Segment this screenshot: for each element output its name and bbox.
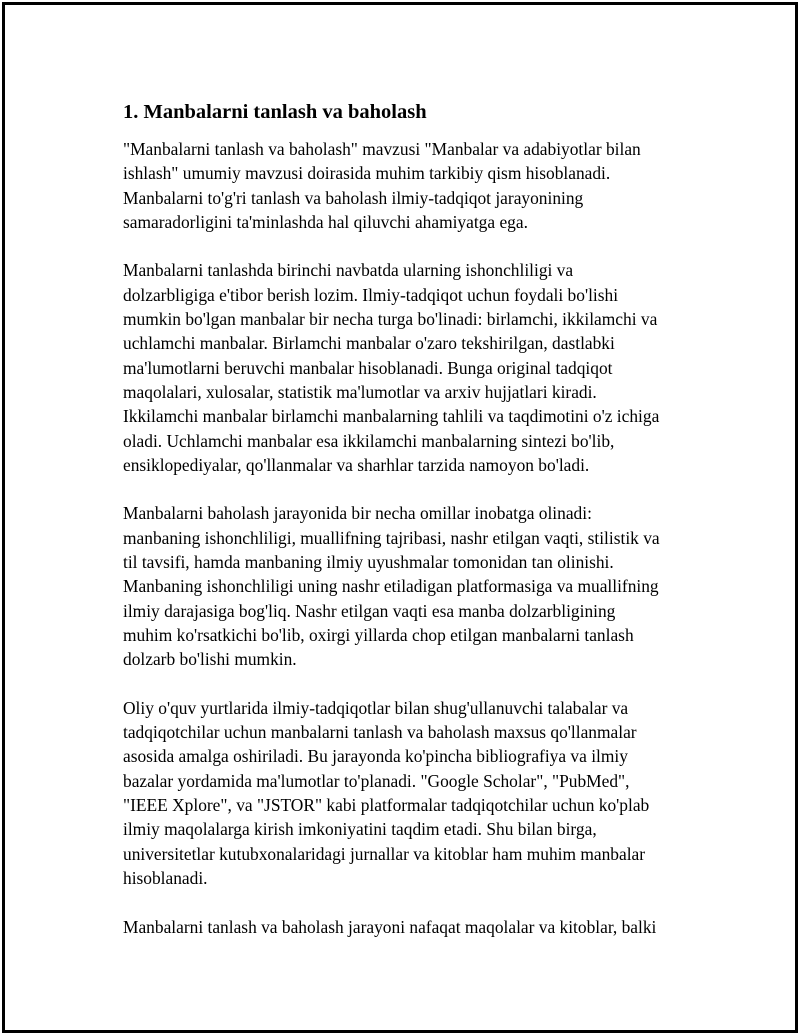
- text-line: ma'lumotlarni beruvchi manbalar hisoblanadi. Bunga original tadqiqot: [123, 357, 613, 378]
- text-line: manbaning ishonchliligi, muallifning tajribasi, nashr etilgan vaqti, stilistik va: [123, 527, 660, 548]
- text-line: til tavsifi, hamda manbaning ilmiy uyushmalar tomonidan tan olinishi.: [123, 552, 614, 573]
- paragraph-3: [123, 501, 703, 671]
- text-line: ilmiy maqolalarga kirish imkoniyatini taqdim etadi. Shu bilan birga,: [123, 819, 597, 840]
- text-line: Manbaning ishonchliligi uning nashr etiladigan platformasiga va muallifning: [123, 576, 659, 597]
- paragraph-2: [123, 258, 703, 477]
- text-line: Manbalarni tanlash va baholash jarayoni nafaqat maqolalar va kitoblar, balki: [123, 916, 657, 937]
- text-line: universitetlar kutubxonalaridagi jurnallar va kitoblar ham muhim manbalar: [123, 843, 646, 864]
- text-line: samaradorligini ta'minlashda hal qiluvchi ahamiyatga ega.: [123, 211, 528, 232]
- text-line: Manbalarni baholash jarayonida bir necha omillar inobatga olinadi:: [123, 503, 592, 524]
- text-line: maqolalari, xulosalar, statistik ma'lumotlar va arxiv hujjatlari kiradi.: [123, 381, 597, 402]
- text-line: dolzarbligiga e'tibor berish lozim. Ilmiy-tadqiqot uchun foydali bo'lishi: [123, 284, 619, 305]
- text-line: dolzarb bo'lishi mumkin.: [123, 649, 297, 670]
- text-line: muhim ko'rsatkichi bo'lib, oxirgi yillarda chop etilgan manbalarni tanlash: [123, 624, 634, 645]
- text-line: Manbalarni tanlashda birinchi navbatda ularning ishonchliligi va: [123, 260, 574, 281]
- text-line: Ikkilamchi manbalar birlamchi manbalarning tahlili va taqdimotini o'z ichiga: [123, 406, 660, 427]
- text-line: ensiklopediyalar, qo'llanmalar va sharhlar tarzida namoyon bo'ladi.: [123, 454, 590, 475]
- paragraph-5: [123, 915, 703, 939]
- text-line: oladi. Uchlamchi manbalar esa ikkilamchi manbalarning sintezi bo'lib,: [123, 430, 615, 451]
- text-line: asosida amalga oshiriladi. Bu jarayonda ko'pincha bibliografiya va ilmiy: [123, 746, 628, 767]
- paragraph-1: [123, 137, 703, 234]
- text-line: mumkin bo'lgan manbalar bir necha turga bo'linadi: birlamchi, ikkilamchi va: [123, 309, 658, 330]
- text-line: Oliy o'quv yurtlarida ilmiy-tadqiqotlar bilan shug'ullanuvchi talabalar va: [123, 697, 629, 718]
- section-heading: 1. Manbalarni tanlash va baholash: [123, 101, 427, 123]
- paragraph-4: [123, 696, 703, 890]
- text-line: tadqiqotchilar uchun manbalarni tanlash va baholash maxsus qo'llanmalar: [123, 722, 637, 743]
- text-line: ishlash" umumiy mavzusi doirasida muhim tarkibiy qism hisoblanadi.: [123, 163, 611, 184]
- text-line: uchlamchi manbalar. Birlamchi manbalar o'zaro tekshirilgan, dastlabki: [123, 333, 615, 354]
- page-frame: [2, 2, 798, 1033]
- text-line: "IEEE Xplore", va "JSTOR" kabi platformalar tadqiqotchilar uchun ko'plab: [123, 795, 650, 816]
- document-body: [123, 99, 703, 963]
- text-line: ilmiy darajasiga bog'liq. Nashr etilgan vaqti esa manba dolzarbligining: [123, 600, 616, 621]
- text-line: bazalar yordamida ma'lumotlar to'planadi. "Google Scholar", "PubMed",: [123, 770, 630, 791]
- text-line: "Manbalarni tanlash va baholash" mavzusi "Manbalar va adabiyotlar bilan: [123, 139, 641, 159]
- text-line: hisoblanadi.: [123, 867, 208, 888]
- text-line: Manbalarni to'g'ri tanlash va baholash ilmiy-tadqiqot jarayonining: [123, 187, 584, 208]
